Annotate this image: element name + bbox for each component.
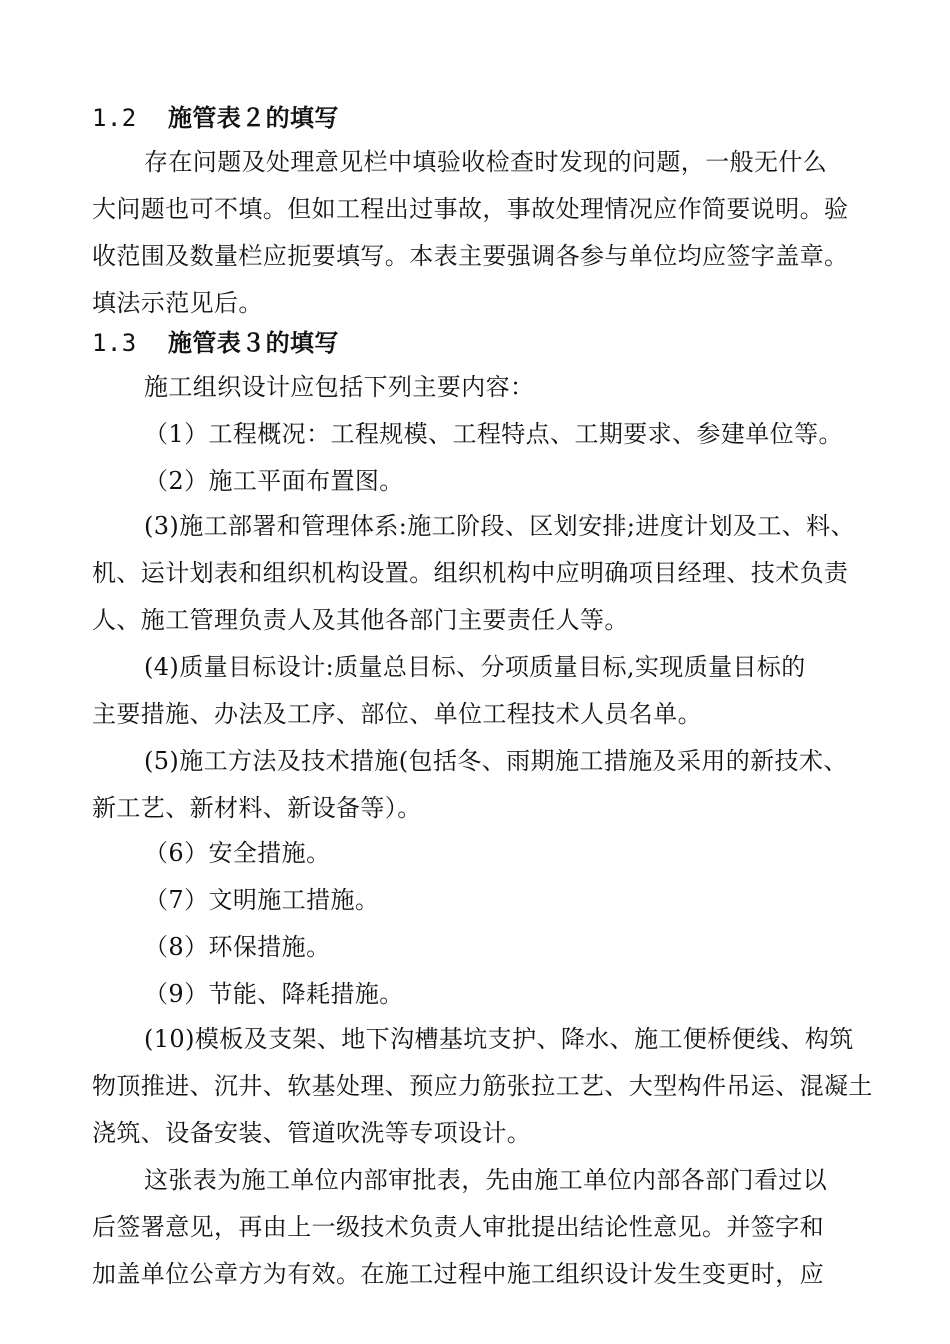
- paragraph-line: 存在问题及处理意见栏中填验收检查时发现的问题，一般无什么: [144, 148, 828, 176]
- list-item: （9）节能、降耗措施。: [144, 980, 404, 1008]
- section-heading-1-2: [92, 101, 339, 135]
- list-item: （7）文明施工措施。: [144, 886, 380, 914]
- paragraph-line: 填法示范见后。: [92, 289, 263, 317]
- list-item: （1）工程概况：工程规模、工程特点、工期要求、参建单位等。: [144, 420, 843, 448]
- section-title: 施管表３的填写: [168, 329, 339, 357]
- section-number: 1.2: [92, 104, 137, 132]
- list-item: （2）施工平面布置图。: [144, 467, 404, 495]
- paragraph-line: 施工组织设计应包括下列主要内容：: [144, 373, 535, 401]
- paragraph-line: 收范围及数量栏应扼要填写。本表主要强调各参与单位均应签字盖章。: [92, 242, 849, 270]
- list-item: (3)施工部署和管理体系:施工阶段、区划安排;进度计划及工、料、: [144, 512, 855, 540]
- paragraph-line: 物顶推进、沉井、软基处理、预应力筋张拉工艺、大型构件吊运、混凝土: [92, 1072, 873, 1100]
- paragraph-line: 浇筑、设备安装、管道吹洗等专项设计。: [92, 1119, 532, 1147]
- paragraph-line: 人、施工管理负责人及其他各部门主要责任人等。: [92, 606, 629, 634]
- list-item: (5)施工方法及技术措施(包括冬、雨期施工措施及采用的新技术、: [144, 747, 848, 775]
- section-heading-1-3: [92, 326, 339, 360]
- section-title: 施管表２的填写: [168, 104, 339, 132]
- section-number: 1.3: [92, 329, 137, 357]
- paragraph-line: 加盖单位公章方为有效。在施工过程中施工组织设计发生变更时，应: [92, 1260, 824, 1288]
- list-item: （6）安全措施。: [144, 839, 331, 867]
- list-item: (4)质量目标设计:质量总目标、分项质量目标,实现质量目标的: [144, 653, 806, 681]
- paragraph-line: 后签署意见，再由上一级技术负责人审批提出结论性意见。并签字和: [92, 1213, 824, 1241]
- list-item: （8）环保措施。: [144, 933, 331, 961]
- list-item: (10)模板及支架、地下沟槽基坑支护、降水、施工便桥便线、构筑: [144, 1025, 854, 1053]
- paragraph-line: 机、运计划表和组织机构设置。组织机构中应明确项目经理、技术负责: [92, 559, 849, 587]
- paragraph-line: 这张表为施工单位内部审批表，先由施工单位内部各部门看过以: [144, 1166, 828, 1194]
- paragraph-line: 主要措施、办法及工序、部位、单位工程技术人员名单。: [92, 700, 702, 728]
- paragraph-line: 大问题也可不填。但如工程出过事故，事故处理情况应作简要说明。验: [92, 195, 849, 223]
- paragraph-line: 新工艺、新材料、新设备等）。: [92, 794, 422, 822]
